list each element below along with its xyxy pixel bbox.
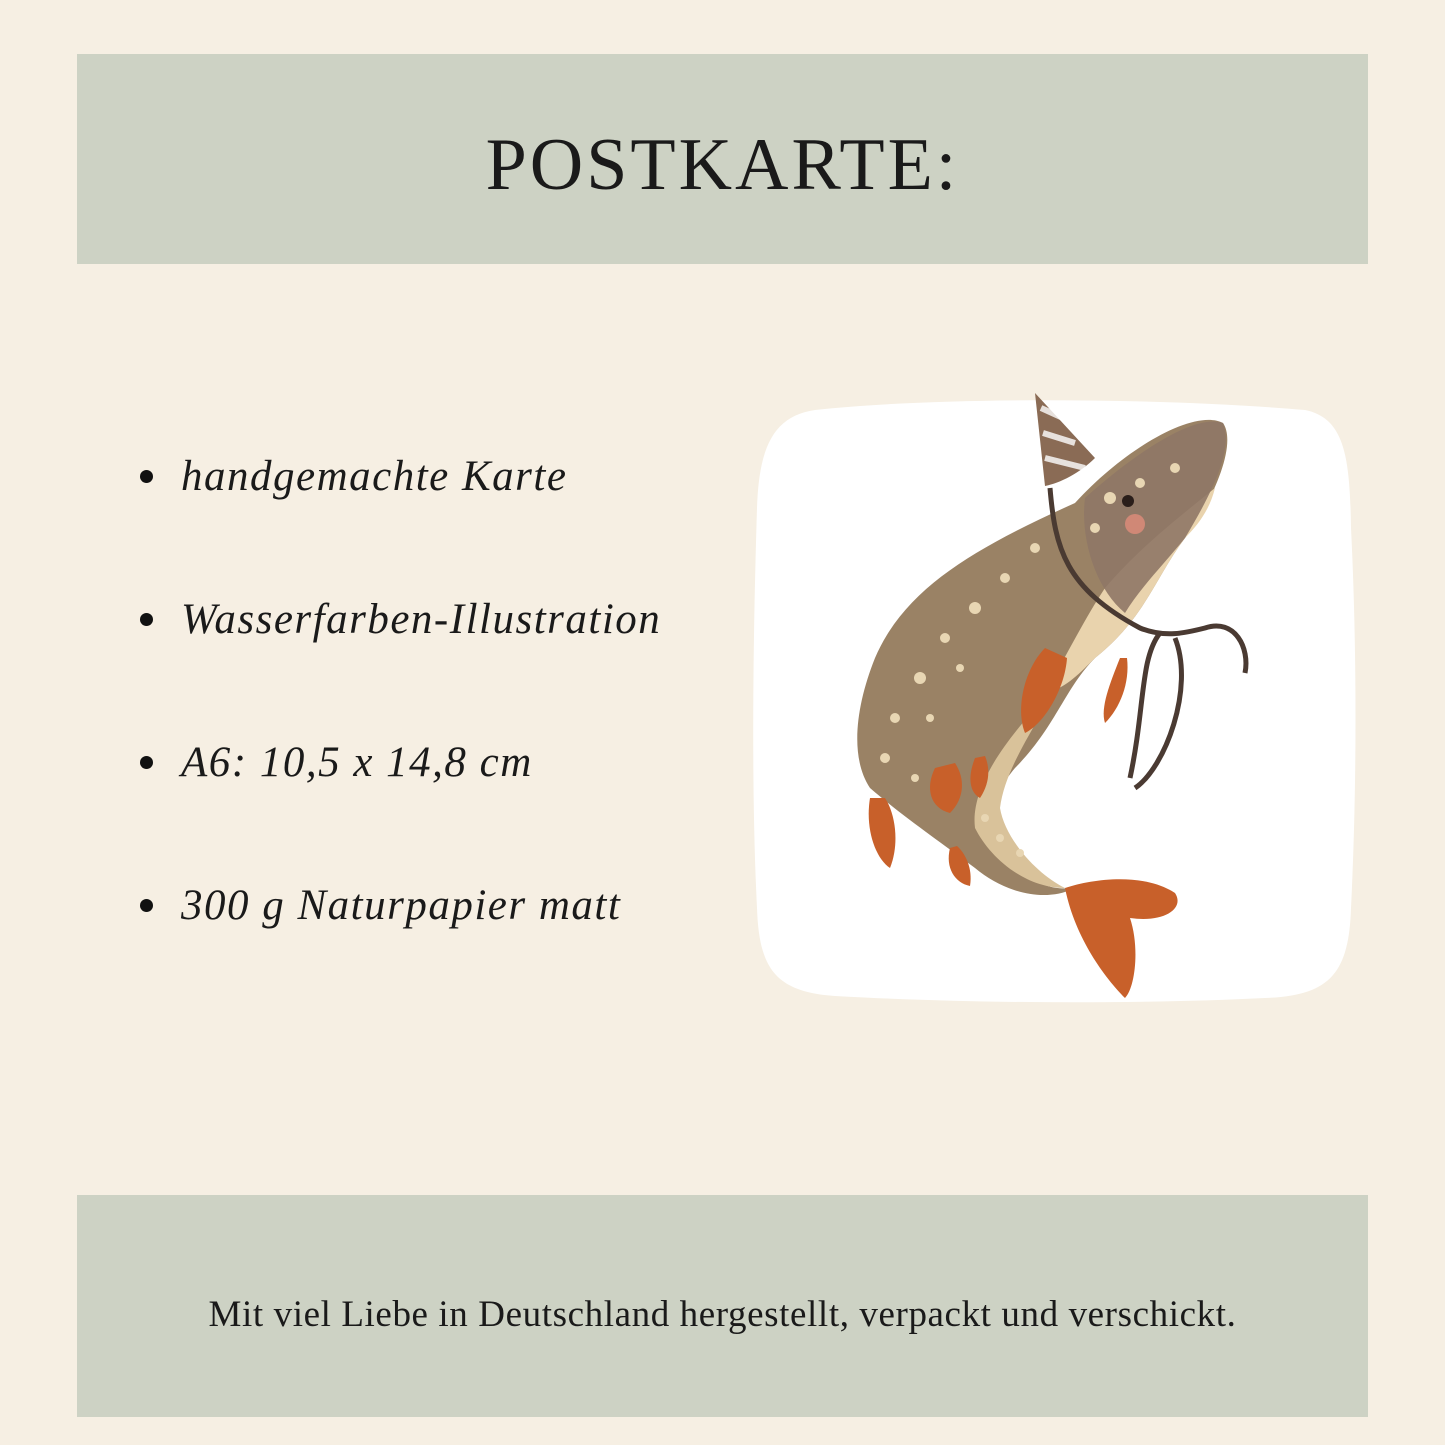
bullet-icon: [140, 613, 153, 626]
footer-tagline: Mit viel Liebe in Deutschland hergestellt, verpackt und verschickt.: [208, 1293, 1237, 1335]
feature-item-handmade: [140, 440, 760, 512]
bullet-icon: [140, 756, 153, 769]
feature-item-paper: [140, 869, 760, 941]
bullet-icon: [140, 899, 153, 912]
header-band: [77, 54, 1368, 264]
feature-label: Wasserfarben-Illustration: [181, 595, 662, 643]
feature-item-watercolor: [140, 583, 760, 655]
page-title: POSTKARTE:: [485, 123, 960, 206]
fish-eye: [1122, 495, 1134, 507]
feature-label: 300 g Naturpapier matt: [181, 881, 622, 929]
feature-list: [140, 440, 760, 1012]
feature-label: A6: 10,5 x 14,8 cm: [181, 738, 533, 786]
fish-cheek: [1125, 514, 1145, 534]
fish-illustration: [745, 388, 1360, 1006]
footer-band: [77, 1195, 1368, 1417]
bullet-icon: [140, 470, 153, 483]
feature-label: handgemachte Karte: [181, 452, 568, 500]
feature-item-size: [140, 726, 760, 798]
